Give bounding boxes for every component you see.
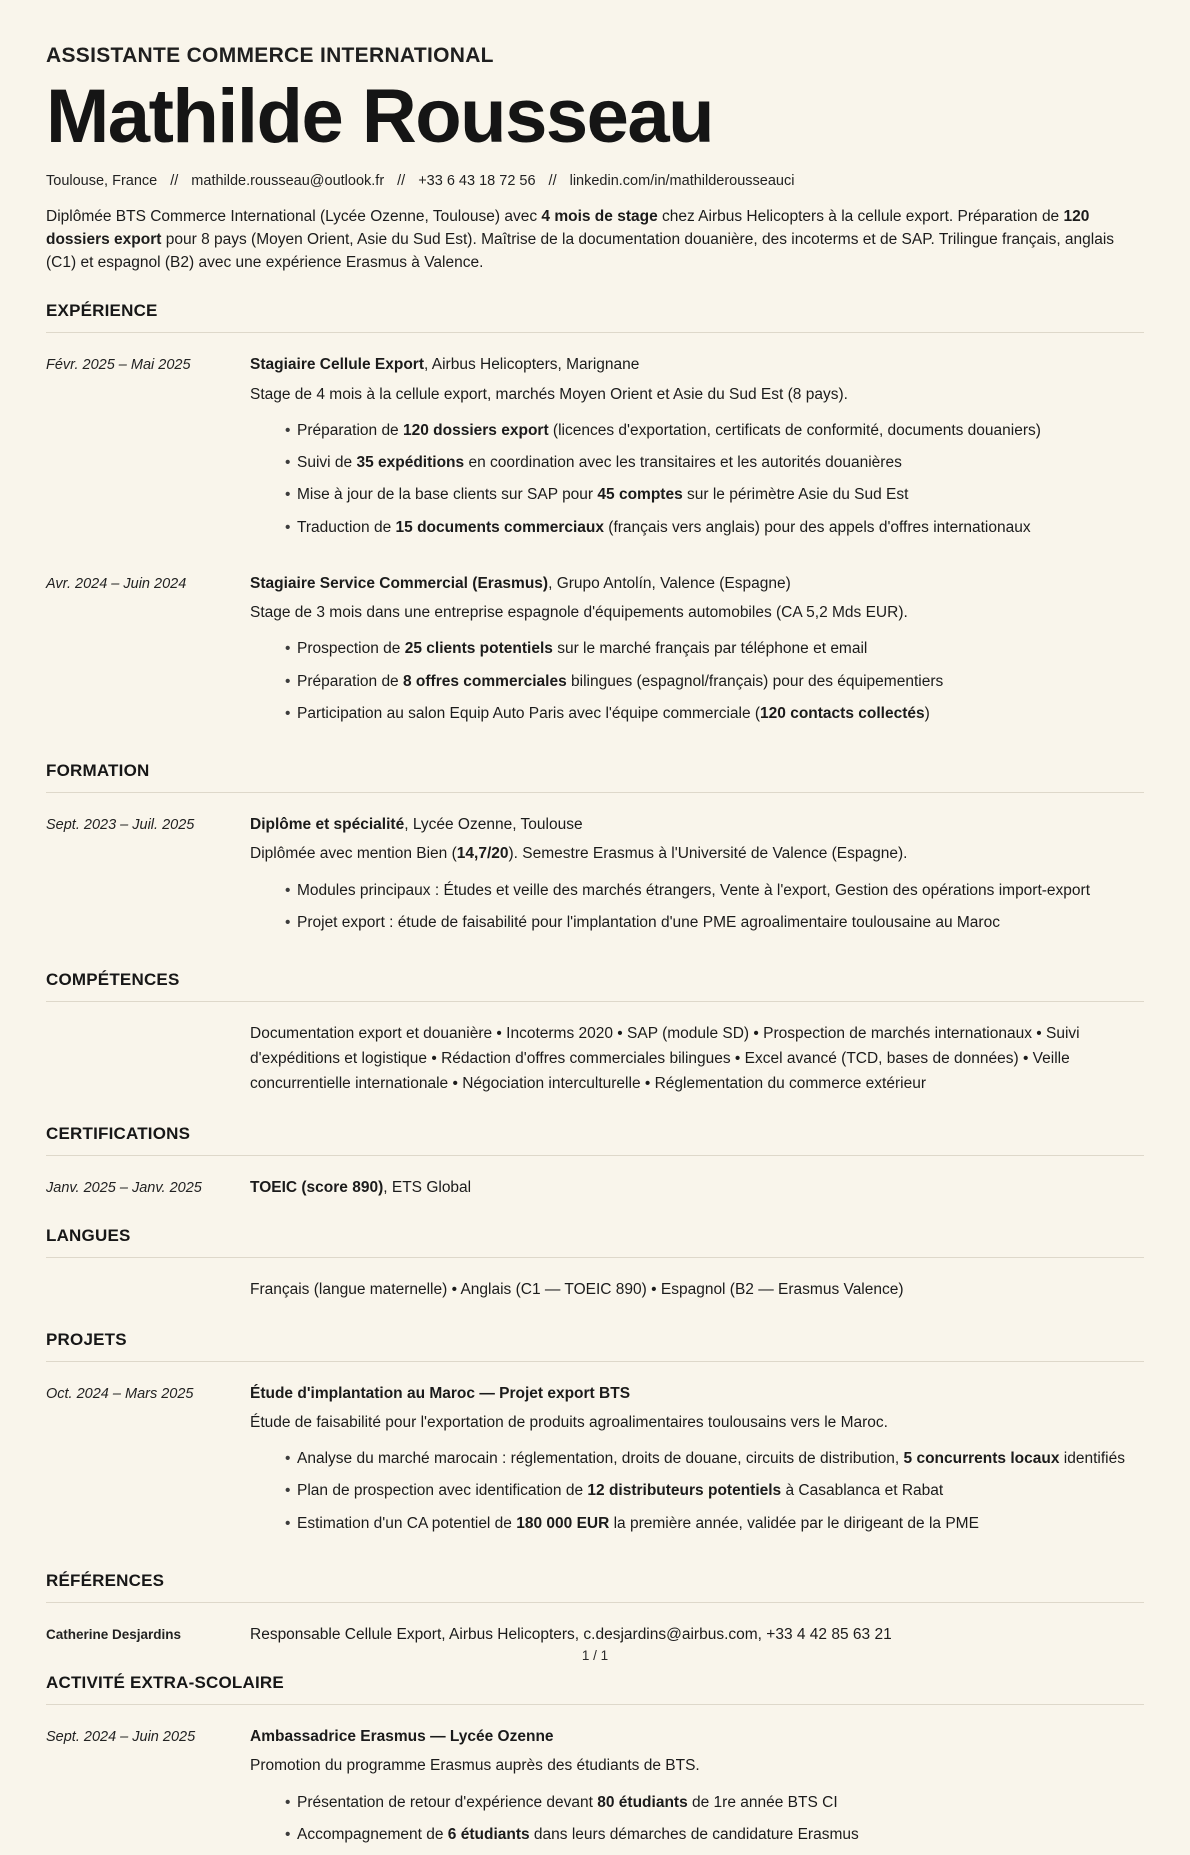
experience-entry	[46, 548, 1144, 734]
section-experience	[46, 301, 1144, 734]
bullet-list	[250, 879, 1144, 935]
empty-left-column	[46, 1022, 250, 1024]
person-name: Mathilde Rousseau	[46, 74, 714, 159]
bullet-item: • Accompagnement de 6 étudiants dans leurs démarches de candidature Erasmus	[287, 1823, 1144, 1846]
bullet-list	[250, 1791, 1144, 1847]
entry-date: Sept. 2023 – Juil. 2025	[46, 817, 195, 834]
languages-paragraph: Français (langue maternelle) • Anglais (C1 — TOEIC 890) • Espagnol (B2 — Erasmus Valence)	[250, 1280, 904, 1298]
empty-left-column	[46, 1278, 250, 1280]
bullet-item: • Traduction de 15 documents commerciaux (français vers anglais) pour des appels d'offres internationaux	[287, 516, 1144, 539]
section-heading: PROJETS	[46, 1330, 1144, 1362]
contact-separator: //	[170, 173, 179, 190]
entry-date: Sept. 2024 – Juin 2025	[46, 1729, 196, 1746]
section-heading: EXPÉRIENCE	[46, 301, 1144, 333]
contact-location: Toulouse, France	[46, 173, 158, 190]
entry-title: Étude d'implantation au Maroc — Projet export BTS	[250, 1384, 631, 1402]
contact-separator: //	[397, 173, 406, 190]
certification-entry	[46, 1156, 1144, 1199]
role-title: ASSISTANTE COMMERCE INTERNATIONAL	[46, 44, 494, 67]
bullet-list	[250, 1447, 1144, 1535]
formation-entry	[46, 793, 1144, 943]
experience-entry	[46, 333, 1144, 548]
reference-detail: Responsable Cellule Export, Airbus Helicopters, c.desjardins@airbus.com, +33 4 42 85 63 21	[250, 1625, 892, 1643]
reference-entry	[46, 1603, 1144, 1646]
footer-page-number: 1 / 1	[581, 1648, 609, 1663]
bullet-item: • Analyse du marché marocain : réglementation, droits de douane, circuits de distribution, 5 concurrents locaux identifiés	[287, 1447, 1144, 1470]
entry-title: Stagiaire Service Commercial (Erasmus), Grupo Antolín, Valence (Espagne)	[250, 574, 791, 592]
contact-linkedin: linkedin.com/in/mathilderousseauci	[569, 173, 795, 190]
entry-date: Avr. 2024 – Juin 2024	[46, 575, 187, 592]
section-certifications	[46, 1124, 1144, 1199]
project-entry	[46, 1362, 1144, 1544]
extra-entry	[46, 1705, 1144, 1855]
section-extra	[46, 1673, 1144, 1855]
bullet-list	[250, 419, 1144, 539]
entry-date: Oct. 2024 – Mars 2025	[46, 1385, 194, 1402]
entry-subtitle: Stage de 3 mois dans une entreprise espagnole d'équipements automobiles (CA 5,2 Mds EUR).	[250, 604, 908, 622]
entry-date: Févr. 2025 – Mai 2025	[46, 357, 191, 374]
bullet-item: • Mise à jour de la base clients sur SAP pour 45 comptes sur le périmètre Asie du Sud Est	[287, 483, 1144, 506]
skills-paragraph: Documentation export et douanière • Incoterms 2020 • SAP (module SD) • Prospection de marchés internationaux • Suivi d'expéditions et logistique • Rédaction d'offres commerciales bilingues • Excel avancé (TCD, bases de données) • Veille concurrentielle internationale • Négociation interculturelle • Réglementation du commerce extérieur	[250, 1025, 1080, 1092]
entry-date: Janv. 2025 – Janv. 2025	[46, 1179, 202, 1196]
section-formation	[46, 761, 1144, 943]
bullet-item: • Estimation d'un CA potentiel de 180 000 EUR la première année, validée par le dirigeant de la PME	[287, 1512, 1144, 1535]
entry-title: TOEIC (score 890), ETS Global	[250, 1178, 472, 1196]
section-heading: FORMATION	[46, 761, 1144, 793]
bullet-item: • Plan de prospection avec identification de 12 distributeurs potentiels à Casablanca et Rabat	[287, 1479, 1144, 1502]
bullet-item: • Présentation de retour d'expérience devant 80 étudiants de 1re année BTS CI	[287, 1791, 1144, 1814]
section-heading: COMPÉTENCES	[46, 970, 1144, 1002]
bullet-item: • Modules principaux : Études et veille des marchés étrangers, Vente à l'export, Gestion des opérations import-export	[287, 879, 1144, 902]
section-heading: RÉFÉRENCES	[46, 1571, 1144, 1603]
section-heading: LANGUES	[46, 1226, 1144, 1258]
bullet-list	[250, 637, 1144, 725]
entry-subtitle: Diplômée avec mention Bien (14,7/20). Semestre Erasmus à l'Université de Valence (Espagne).	[250, 845, 908, 863]
entry-title: Diplôme et spécialité, Lycée Ozenne, Toulouse	[250, 816, 583, 834]
bullet-item: • Projet export : étude de faisabilité pour l'implantation d'une PME agroalimentaire toulousaine au Maroc	[287, 911, 1144, 934]
reference-name: Catherine Desjardins	[46, 1626, 182, 1642]
section-heading: ACTIVITÉ EXTRA-SCOLAIRE	[46, 1673, 1144, 1705]
bullet-item: • Préparation de 8 offres commerciales bilingues (espagnol/français) pour des équipementiers	[287, 670, 1144, 693]
bullet-item: • Suivi de 35 expéditions en coordination avec les transitaires et les autorités douanières	[287, 451, 1144, 474]
entry-title: Ambassadrice Erasmus — Lycée Ozenne	[250, 1728, 554, 1746]
contact-email: mathilde.rousseau@outlook.fr	[191, 173, 385, 190]
bullet-item: • Participation au salon Equip Auto Paris avec l'équipe commerciale (120 contacts collectés)	[287, 702, 1144, 725]
section-langues	[46, 1226, 1144, 1303]
entry-subtitle: Promotion du programme Erasmus auprès des étudiants de BTS.	[250, 1757, 700, 1775]
bullet-item: • Préparation de 120 dossiers export (licences d'exportation, certificats de conformité, documents douaniers)	[287, 419, 1144, 442]
summary-paragraph: Diplômée BTS Commerce International (Lycée Ozenne, Toulouse) avec 4 mois de stage chez Airbus Helicopters à la cellule export. Préparation de 120 dossiers export pour 8 pays (Moyen Orient, Asie du Sud Est). Maîtrise de la documentation douanière, des incoterms et de SAP. Trilingue français, anglais (C1) et espagnol (B2) avec une expérience Erasmus à Valence.	[46, 208, 1115, 271]
entry-title: Stagiaire Cellule Export, Airbus Helicopters, Marignane	[250, 356, 640, 374]
section-references	[46, 1571, 1144, 1646]
contact-phone: +33 6 43 18 72 56	[418, 173, 536, 190]
entry-subtitle: Étude de faisabilité pour l'exportation de produits agroalimentaires toulousains vers le Maroc.	[250, 1413, 888, 1431]
section-heading: CERTIFICATIONS	[46, 1124, 1144, 1156]
section-projets	[46, 1330, 1144, 1544]
bullet-item: • Prospection de 25 clients potentiels sur le marché français par téléphone et email	[287, 637, 1144, 660]
section-competences	[46, 970, 1144, 1096]
contact-line	[46, 173, 1144, 189]
entry-subtitle: Stage de 4 mois à la cellule export, marchés Moyen Orient et Asie du Sud Est (8 pays).	[250, 385, 848, 403]
resume-header	[46, 44, 1144, 274]
contact-separator: //	[548, 173, 557, 190]
